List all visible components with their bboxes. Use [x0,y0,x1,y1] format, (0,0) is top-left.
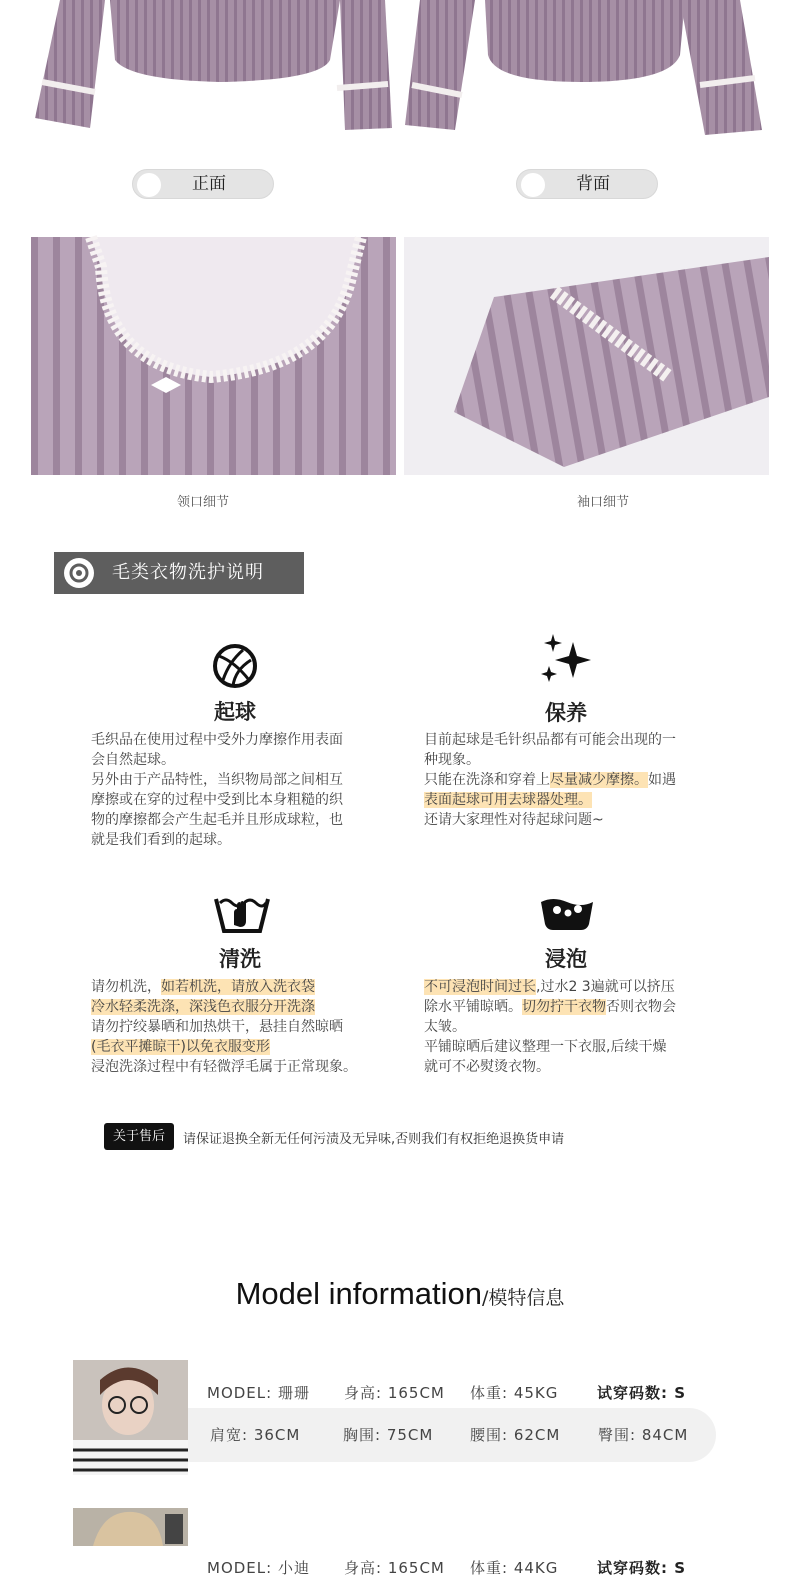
soak-basin-icon [537,888,597,944]
sparkle-icon [537,632,597,688]
front-view-photo [0,0,400,150]
washing-title: 清洗 [219,947,261,971]
model-size: 试穿码数: S [597,1384,687,1402]
cuff-detail-photo [404,237,769,475]
wool-logo-icon [64,558,94,588]
neckline-caption: 领口细节 [176,495,229,510]
cuff-caption: 袖口细节 [576,495,629,510]
model-size: 试穿码数: S [597,1559,687,1577]
model-bust: 胸围: 75CM [343,1426,434,1444]
model-shoulder: 肩宽: 36CM [210,1426,301,1444]
yarn-ball-icon [205,640,265,696]
model-info-heading: Model information/模特信息 [235,1276,565,1311]
model-weight: 体重: 45KG [470,1384,559,1402]
back-view-photo [400,0,800,150]
model-name: MODEL: 小迪 [207,1559,310,1577]
maintenance-title: 保养 [545,701,587,725]
after-sale-tag: 关于售后 [104,1123,174,1150]
washing-text: 请勿机洗，如若机洗，请放入洗衣袋 冷水轻柔洗涤，深浅色衣服分开洗涤 请勿拧绞暴晒和加热烘干，悬挂自然晾晒 (毛衣平摊晾干)以免衣服变形 浸泡洗涤过程中有轻微浮毛属于正常现象。 [91,979,357,1075]
pilling-title: 起球 [214,700,256,724]
care-section-header: 毛类衣物洗护说明 [54,552,304,594]
after-sale-text: 请保证退换全新无任何污渍及无异味,否则我们有权拒绝退换货申请 [183,1132,565,1147]
soaking-text: 不可浸泡时间过长,过水2 3遍就可以挤压 除水平铺晾晒。切勿拧干衣物否则衣物会 太皱。 平铺晾晒后建议整理一下衣服,后续干燥 就可不必熨烫衣物。 [424,979,676,1075]
model-weight: 体重: 44KG [470,1559,559,1577]
model-waist: 腰围: 62CM [470,1426,561,1444]
model-name: MODEL: 珊珊 [207,1384,310,1402]
hand-wash-icon [212,887,272,943]
back-view-label: 背面 [516,169,658,199]
model-height: 身高: 165CM [344,1559,445,1577]
front-view-label: 正面 [132,169,274,199]
neckline-detail-photo [31,237,396,475]
pilling-text: 毛织品在使用过程中受外力摩擦作用表面 会自然起球。 另外由于产品特性，当织物局部之间相互 摩擦或在穿的过程中受到比本身粗糙的织 物的摩擦都会产生起毛并且形成球粒，也 就是我们看到的起球。 [91,732,343,848]
avatar [73,1360,188,1475]
soaking-title: 浸泡 [545,947,587,971]
model-height: 身高: 165CM [344,1384,445,1402]
maintenance-text: 目前起球是毛针织品都有可能会出现的一 种现象。 只能在洗涤和穿着上尽量减少摩擦。如遇 表面起球可用去球器处理。 还请大家理性对待起球问题~ [424,732,676,828]
avatar [73,1508,188,1546]
model-hip: 臀围: 84CM [598,1426,689,1444]
